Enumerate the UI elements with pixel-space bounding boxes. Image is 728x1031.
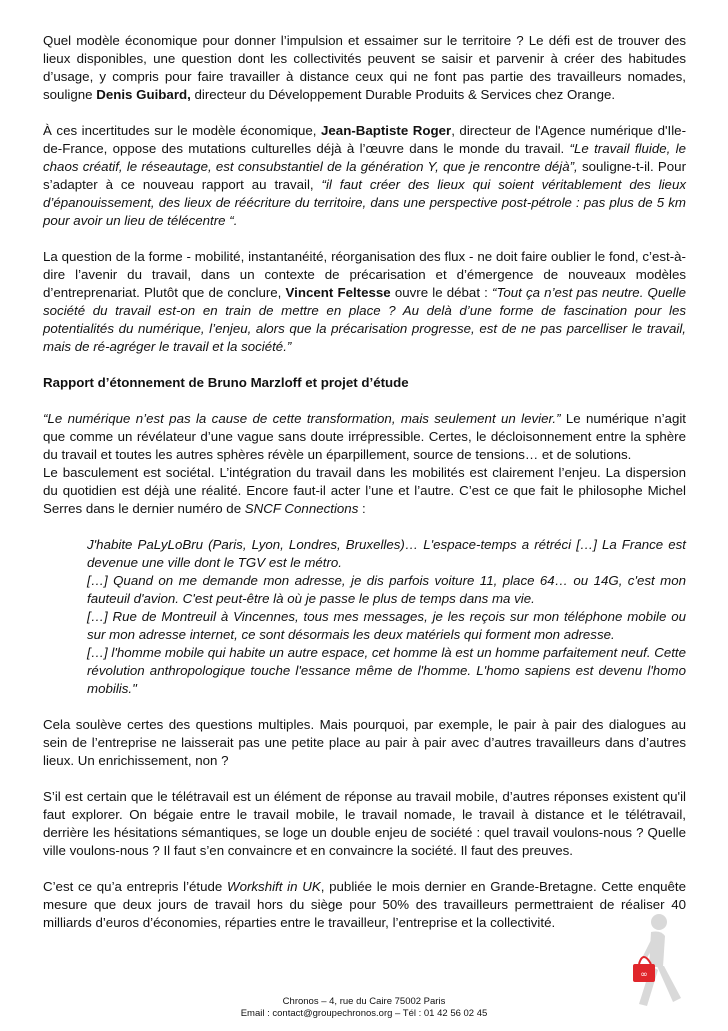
text-run: : [358,501,366,516]
study-title: Workshift in UK [227,879,321,894]
logo-bag-strap [639,957,651,964]
footer-address: Chronos – 4, rue du Caire 75002 Paris [282,996,446,1007]
quote-run: “il faut créer des lieux qui soient véritablement des lieux d’épanouissement, des lieux de réécriture du territoire, dans une perspective post-pétrole : pas plus de 5 km pour avoir un lieu de télécentre “. [43,177,686,228]
text-run: Le numérique n’agit que comme un révélateur d’une vague sans doute irrépressible. Certes, le décloisonnement entre la sphère du travail et toutes les autres sphères révèle un éparpillement, source de tensions… et de solutions. [43,411,686,462]
block-quote-serres [87,536,686,698]
text-run: Le basculement est sociétal. L’intégration du travail dans les mobilités est clairement l’enjeu. La dispersion du quotidien est déjà une réalité. Encore faut-il acter l’une et l’autre. C’est ce que fait le philosophe Michel Serres dans le dernier numéro de [43,465,686,516]
paragraph-orange [43,32,686,104]
quote-line: […] l'homme mobile qui habite un autre espace, cet homme là est un homme parfaitement neuf. Cette révolution anthropologique touche l'essance même de l'homme. L'homo sapiens est devenu l'homo mobilis." [87,645,686,696]
publication-title: SNCF Connections [244,501,359,516]
text-run: ouvre le débat : [390,285,493,300]
text-run: À ces incertitudes sur le modèle économique, [43,123,322,138]
text-run: directeur du Développement Durable Produits & Services chez Orange. [190,87,616,102]
logo-bag-glyph: ∞ [640,970,648,980]
text-run: Quel modèle économique pour donner l’impulsion et essaimer sur le territoire ? Le défi est de trouver des lieux disponibles, une question dont les collectivités peuvent se saisir et parvenir à créer des habitudes d’usage, y compris pour faire travailler à distance ceux qui ne font pas partie des travailleurs nomades, souligne [43,33,686,102]
text-run: La question de la forme - mobilité, instantanéité, réorganisation des flux - ne doit faire oublier le fond, c’est-à-dire l’avenir du travail, dans un contexte de précarisation et d’émergence de nouveaux modèles d’entreprenariat. Plutôt que de conclure, [43,249,686,300]
quote-run: “Tout ça n’est pas neutre. Quelle société du travail est-on en train de mettre en place ? Au delà d’une forme de fascination pour les potentialités du numérique, l’enjeu, alors que la précarisation progresse, est de ne pas parcelliser le travail, mais de ré-agréger le travail et la société.” [43,285,686,354]
text-run: C’est ce qu’a entrepris l’étude [43,879,228,894]
paragraph-workshift [43,878,686,932]
footer-contact: Email : contact@groupechronos.org – Tél : 01 42 56 02 45 [240,1008,488,1019]
paragraph-roger [43,122,686,230]
text-run: , directeur de l'Agence numérique d'Ile-de-France, oppose des mutations culturelles déjà à l’œuvre dans le monde du travail. [43,123,686,156]
page-footer [0,996,728,1020]
quote-line: J'habite PaLyLoBru (Paris, Lyon, Londres, Bruxelles)… L'espace-temps a rétréci […] La France est devenue une ville dont le TGV est le métro. [87,537,686,570]
person-name: Denis Guibard, [96,87,191,102]
paragraph-teletravail: S’il est certain que le télétravail est un élément de réponse au travail mobile, d’autres réponses existent qu'il faut explorer. On bégaie entre le travail mobile, le travail nomade, le travail à distance et le télétravail, derrière les hésitations sémantiques, se loge un double enjeu de société : quel travail voulons-nous ? Quelle ville voulons-nous ? Il faut s’en convaincre et en convaincre la société. Il faut des preuves. [43,789,686,858]
paragraph-numerique [43,410,686,464]
document-body [43,32,686,950]
text-run: souligne-t-il. Pour s’adapter à ce nouveau rapport au travail, [43,159,686,192]
quote-run: “Le numérique n’est pas la cause de cette transformation, mais seulement un levier.” [43,411,561,426]
person-name: Jean-Baptiste Roger [321,123,452,138]
paragraph-pair-a-pair: Cela soulève certes des questions multiples. Mais pourquoi, par exemple, le pair à pair des dialogues au sein de l’entreprise ne laisserait pas une petite place au pair à pair avec d’autres travailleurs dans d’autres lieux. Un enrichissement, non ? [43,717,686,768]
section-title: Rapport d’étonnement de Bruno Marzloff et projet d’étude [43,375,409,390]
paragraph-basculement [43,464,686,518]
quote-run: “Le travail fluide, le chaos créatif, le réseautage, est consubstantiel de la génération Y, que je rencontre déjà”, [43,141,686,174]
text-run: , publiée le mois dernier en Grande-Bretagne. Cette enquête mesure que deux jours de travail hors du siège pour 50% des travailleurs permettraient de réaliser 40 milliards d’euros d’économies, réparties entre le travailleur, l’entreprise et la collectivité. [43,879,686,930]
person-name: Vincent Feltesse [285,285,391,300]
paragraph-feltesse [43,248,686,356]
logo-head [651,914,667,930]
quote-line: […] Quand on me demande mon adresse, je dis parfois voiture 11, place 64… ou 14G, c'est mon fauteuil d'avion. C'est peut-être là où je passe le plus de temps dans ma vie. [87,573,686,606]
quote-line: […] Rue de Montreuil à Vincennes, tous mes messages, je les reçois sur mon téléphone mobile ou sur mon adresse internet, ce sont désormais les deux matériels qui forment mon adresse. [87,609,686,642]
